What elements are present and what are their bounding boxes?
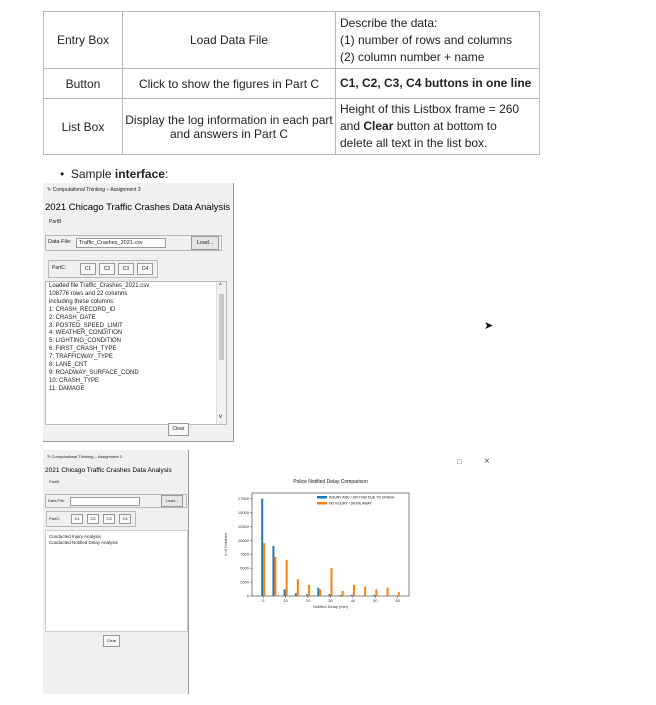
y-tick-label: 0 [246, 593, 249, 599]
legend-swatch [317, 502, 327, 505]
bar-injury [362, 595, 364, 596]
table-row [44, 99, 540, 155]
legend-swatch [317, 496, 327, 499]
load-button[interactable]: Load... [161, 495, 183, 507]
app-title: 2021 Chicago Traffic Crashes Data Analysis [45, 467, 172, 474]
widget-cell: Entry Box [44, 12, 123, 69]
sample-window-1 [43, 183, 234, 442]
bar-no-injury [319, 589, 321, 596]
chart-title: Police Notified Delay Comparison [293, 479, 368, 485]
data-file-label: Data File: [48, 239, 72, 245]
log-line: 4: WEATHER_CONDITION [49, 330, 123, 337]
bar-no-injury [364, 587, 366, 596]
desc-line: C1, C2, C3, C4 buttons in one line [340, 76, 532, 90]
desc-line: Height of this Listbox frame = 260 [340, 102, 520, 116]
data-file-label: Data File: [48, 498, 66, 503]
bar-no-injury [274, 557, 276, 596]
bar-no-injury [342, 591, 344, 596]
bar-injury [396, 595, 398, 596]
y-tick-label: 7500 [240, 551, 249, 557]
bar-no-injury [331, 568, 333, 596]
close-icon[interactable]: × [484, 456, 490, 467]
scroll-up-icon[interactable]: ^ [219, 283, 222, 289]
bar-no-injury [387, 588, 389, 596]
bar-no-injury [398, 592, 400, 596]
bar-no-injury [375, 589, 377, 596]
action-cell: Click to show the figures in Part C [123, 69, 336, 99]
log-line: 1: CRASH_RECORD_ID [49, 306, 116, 313]
log-line: 5: LIGHTING_CONDITION [49, 338, 122, 345]
log-line: 11: DAMAGE [49, 385, 85, 392]
bar-injury [340, 595, 342, 596]
log-line: 10: CRASH_TYPE [49, 377, 100, 384]
part-label: PartB [49, 479, 60, 484]
log-line: 9: ROADWAY_SURFACE_COND [49, 369, 139, 376]
y-tick-label: 12500 [237, 523, 249, 529]
spec-table [43, 11, 540, 155]
sample-interface-heading [60, 167, 168, 181]
log-listbox[interactable] [45, 281, 227, 425]
desc-line: delete all text in the list box. [340, 136, 488, 150]
action-cell: Display the log information in each part and answers in Part C [123, 99, 336, 155]
log-line: 108776 rows and 22 columns [49, 290, 128, 297]
bar-injury [272, 546, 274, 596]
x-tick-label: 0 [262, 598, 265, 603]
log-line: 3: POSTED_SPEED_LIMIT [49, 322, 123, 329]
bar-injury [261, 499, 263, 596]
bar-injury [329, 594, 331, 596]
legend-label: INJURY AND / OR TOW DUE TO CRASH [329, 495, 395, 500]
widget-cell: Button [44, 69, 123, 99]
bar-no-injury [286, 560, 288, 596]
table-row [44, 69, 540, 99]
description-cell [336, 99, 540, 155]
y-tick-label: 15000 [237, 509, 249, 515]
desc-line: (1) number of rows and columns [340, 32, 513, 47]
feather-icon: ✎ [47, 454, 52, 459]
header-text: Computational Thinking – Assignment 3 [52, 187, 141, 193]
x-tick-label: 50 [373, 598, 378, 603]
bar-injury [284, 589, 286, 596]
header-text: Computational Thinking – Assignment 3 [51, 454, 122, 459]
table-row [44, 12, 540, 69]
bar-injury [317, 588, 319, 596]
feather-icon: ✎ [47, 187, 53, 193]
c2-button[interactable]: C2 [87, 514, 99, 524]
log-line: Loaded file Traffic_Crashes_2021.csv [49, 283, 150, 289]
maximize-icon[interactable]: □ [457, 457, 462, 466]
heading-prefix: Sample [70, 167, 115, 181]
partc-frame [46, 511, 136, 527]
description-cell [336, 69, 540, 99]
c2-button[interactable]: C2 [99, 263, 115, 275]
log-line: Conducted Injury Analysis [49, 534, 101, 539]
log-line: including these columns: [49, 298, 115, 305]
x-tick-label: 40 [350, 598, 356, 603]
log-line: Conducted Notified Delay Analysis [49, 539, 118, 545]
figure-window [217, 471, 417, 700]
y-tick-label: 2500 [240, 579, 249, 585]
desc-line: (2) column number + name [340, 49, 485, 64]
log-line: 7: TRAFFICWAY_TYPE [49, 354, 113, 361]
c3-button[interactable]: C3 [118, 263, 134, 275]
y-tick-label: 5000 [240, 565, 249, 571]
clear-button[interactable]: Clear [168, 423, 189, 436]
log-lines [49, 534, 118, 545]
c4-button[interactable]: C4 [119, 514, 131, 524]
listbox-scrollbar[interactable] [216, 282, 226, 424]
bar-no-injury [308, 585, 310, 596]
action-cell: Load Data File [123, 12, 336, 69]
description-cell [336, 12, 540, 69]
c1-button[interactable]: C1 [80, 263, 96, 275]
part-label: PartB [49, 219, 62, 225]
desc-line: Describe the data: [340, 15, 438, 30]
c4-button[interactable]: C4 [137, 263, 153, 275]
x-tick-label: 30 [328, 598, 333, 603]
y-tick-label: 17500 [237, 496, 249, 502]
legend-label: NO INJURY / DRIVE AWAY [329, 501, 372, 506]
bar-injury [373, 595, 375, 596]
bar-injury [385, 595, 387, 596]
window-header [47, 187, 141, 193]
y-tick-label: 10000 [237, 537, 249, 543]
heading-bold: interface [114, 167, 165, 181]
partc-label: PartC: [52, 265, 67, 271]
bullet-icon: • [60, 167, 71, 181]
bar-no-injury [297, 579, 299, 596]
partc-label: PartC: [49, 516, 61, 521]
desc-line-rich: and Clear button at bottom to [340, 119, 497, 133]
figure-background [217, 471, 417, 700]
bar-no-injury [263, 543, 265, 596]
x-tick-label: 10 [283, 598, 288, 603]
c3-button[interactable]: C3 [103, 514, 115, 524]
load-button[interactable]: Load... [191, 236, 219, 250]
x-axis-label: Notified Delay (min) [312, 604, 349, 609]
bar-injury [295, 593, 297, 596]
clear-button[interactable]: Clear [103, 635, 120, 647]
notified-delay-chart [217, 471, 417, 700]
bar-no-injury [353, 585, 355, 596]
x-tick-label: 60 [395, 598, 401, 603]
cursor-arrow-icon: ➤ [484, 320, 494, 332]
app-title: 2021 Chicago Traffic Crashes Data Analysis [45, 202, 231, 213]
y-axis-label: # of Crashes [223, 533, 228, 556]
sample-window-2 [43, 450, 189, 694]
c1-button[interactable]: C1 [71, 514, 83, 524]
log-line: 2: CRASH_DATE [49, 314, 96, 321]
log-lines [49, 283, 149, 394]
log-listbox[interactable] [45, 530, 188, 632]
figure-titlebar [188, 456, 506, 470]
bar-injury [351, 595, 353, 596]
log-line: 6: FIRST_CRASH_TYPE [49, 346, 117, 353]
bold-keyword: Clear [363, 119, 394, 133]
x-tick-label: 20 [305, 598, 311, 603]
data-file-input[interactable]: Traffic_Crashes_2021.csv [76, 238, 166, 248]
partc-frame [48, 260, 158, 278]
widget-cell: List Box [44, 99, 123, 155]
heading-suffix: : [164, 167, 169, 181]
log-line: 8: LANE_CNT [49, 362, 88, 369]
scrollbar-thumb[interactable] [219, 294, 224, 360]
scroll-down-icon[interactable]: v [219, 414, 222, 420]
bar-injury [306, 594, 308, 596]
data-file-input[interactable] [70, 497, 140, 506]
window-header [47, 454, 122, 459]
